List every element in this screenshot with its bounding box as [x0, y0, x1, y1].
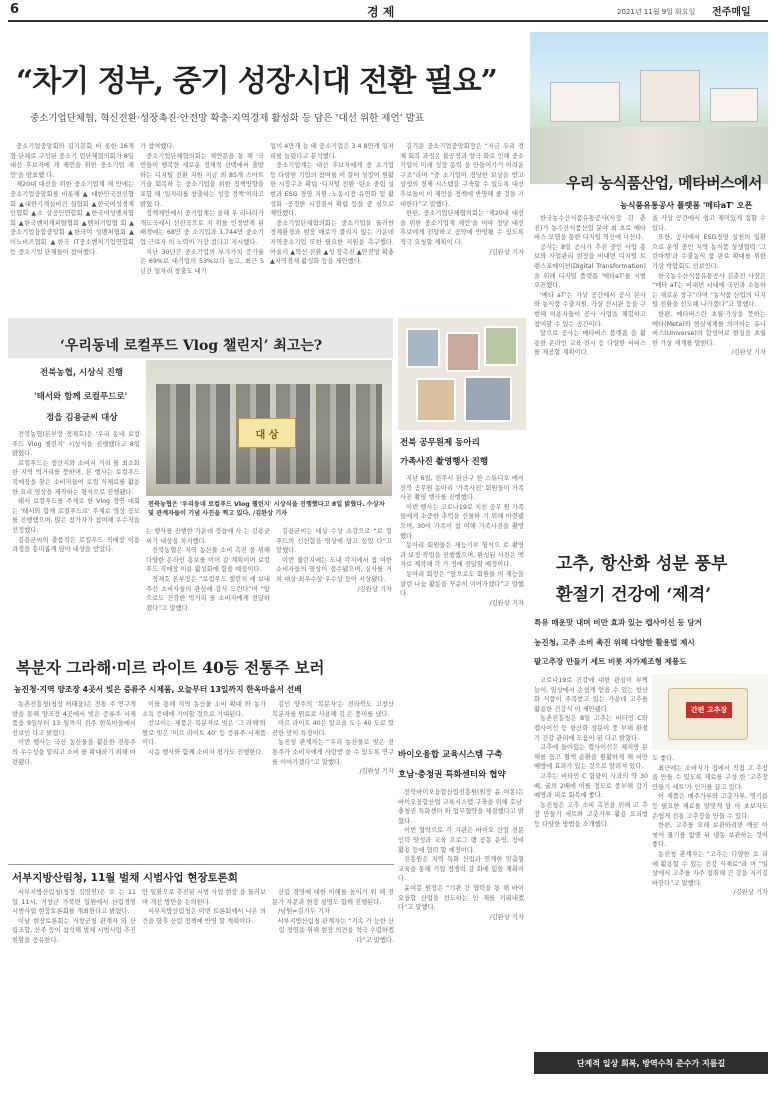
paragraph: 도 좋다. — [652, 755, 675, 762]
paragraph: 공사는 8일 공사가 추진 중인 사업 홍보와 사업관리 현장을 비대면 디지털 트랜스포메이션(Digital Transformation)을 위해 디지털 플랫폼 '메타aT'를 시범 오픈했다. — [534, 243, 646, 290]
vlog-award-photo — [146, 360, 392, 496]
paragraph: 정재호 본부장은 “로컬푸드 챌린지 에 보내주신 소비자들의 관심에 감사 드린다”며 “앞으로도 건강한 먹거리 를 소비자에게 전달하겠다”고 말했다. — [146, 575, 270, 612]
byline: 서부지방산림청 관계자는 “지속 가 능한 산림 경영을 위해 현장 의견을 적극 수렴하겠다”고 말했다. — [277, 917, 394, 944]
paragraph: 한편, 고추를 오래 보관하려면 깨끗 이 씻어 물기를 없앤 뒤 냉동 보관하는 것이 좋다. — [652, 822, 768, 849]
paragraph: 중소기업단체협의회는 제언문을 통 해 '국민들이 행복한 새로운 경제적 선택에서 출발하는 디지털 전환 지원 지금 외 85개 스마트 기술 회복하 는 중소기업을 위한 정책방향을 포함 해 '일자리를 창출하는 성장 정책'이라고 밝혔 다. — [140, 152, 264, 208]
paragraph: 이를 통해 지역 농산물 소비 확대 와 농가 소득 증대에 기여할 것으로 기대된다. — [142, 701, 266, 718]
bio-subheadline: 호남·충청권 특화센터와 협약 — [398, 770, 506, 780]
paragraph: 지난 6일, 전주시 완산구 한 스튜디오 에서 전북 공무원 동아리 '가족사진' 회원들이 가족사진 촬영 행사를 진행했다. — [400, 475, 524, 502]
lead-column-2 — [140, 142, 264, 316]
paragraph: 전북농협은 지역 농산물 소비 촉진 을 위해 다양한 온라인 홍보를 이어 갈 계획이며 로컬푸드 직매장 이용 활성화에 힘쓸 예정이다. — [146, 547, 270, 574]
paragraph: 로컬푸드는 생산지와 소비지 거리 를 최소화한 지역 먹거리를 뜻하며, 본 행사는 로컬푸드 직매장을 찾은 소비자들이 로컬 식재료를 활용한 요리 영상을 제작하는 형식으로 진행됐다. — [12, 459, 140, 496]
vlog-sub-1: 전북농협, 시상식 진행 — [40, 368, 124, 378]
section-divider — [8, 864, 394, 865]
paragraph: 을 가상 공간에서 쉽고 재미있게 접할 수 있다. — [652, 215, 766, 232]
page-number: 6 — [10, 2, 20, 17]
court-column-1 — [12, 888, 136, 1052]
paragraph: 코로나19로 건강에 대한 관심이 부쩍 늘어, 일상에서 손쉽게 얻을 수 있는 항산화 식품이 주목받고 있는 가운데 고추를 활용한 건강식 이 제안됐다. — [534, 677, 648, 713]
paragraph: 동아리 회장은 “앞으로도 회원들 의 재능을 살린 나눔 활동을 꾸준히 이어가겠다”고 말했다. — [400, 570, 524, 598]
byline: /김완상 기자 — [489, 913, 524, 921]
paragraph: 진흥원은 지역 특화 산업과 연계한 맞춤형 교육을 통해 기업 경쟁력 강 화에 힘쓸 계획이다. — [398, 856, 524, 883]
photo-frame — [484, 326, 518, 366]
section-label: 경 제 — [367, 5, 395, 19]
paragraph: 이번 행사는 코로나19로 지친 공무 원 가족들에게 소중한 추억을 선물하 기 위해 마련됐으며, 30여 가족이 참 여해 가족사진을 촬영했다. — [400, 503, 524, 540]
paragraph: 중소기업중앙회와 김기문회 비 롯한 16개 협·단체로 구성된 중소기 업단체협의회가 8일 대선 후보자에 게 제언을 위한 중소기업 제언'을 발표했 다. — [10, 143, 134, 179]
health-headline-line-1: 고추, 항산화 성분 풍부 — [556, 554, 728, 574]
photo-frame — [416, 378, 456, 422]
paragraph: 농진청 관계자는 “우리 농산물로 빚은 전통주가 소비자에게 사랑받 을 수 있도록 연구를 이어가겠다”고 말했다. — [272, 739, 394, 766]
kit-label-text: 간편 고추장 — [690, 706, 728, 714]
building-graphic — [710, 88, 758, 122]
metaverse-column-2 — [652, 214, 766, 514]
seed-headline: 복분자 그라해·미르 라이트 40등 전통주 보러 — [16, 658, 325, 677]
paragraph: 김용균씨는 대상 수상 소감으로 “로 컬푸드의 신선함을 영상에 담고 싶었 다”고 말했다. — [276, 528, 392, 555]
paragraph: 중소기업단체협의회는 중소기업을 둘러싼 경제환경과 현장 애로가 풀리지 않는 가운데 지역중소기업 또한 필요한 지원을 촉구했다. 아울러 ▲혁신 전환 ▲성 장촉진 ▲안전망 확충 ▲지역경제 활성화 등을 제안했다. — [270, 219, 394, 266]
paragraph: 농진청 관계자는 “고추는 다양한 요 리에 활용할 수 있는 건강 식재료”라 며 “일상에서 고추를 자주 섭취해 건 강을 지키길 바란다”고 말했다. — [652, 850, 768, 887]
byline: /김완상 기자 — [359, 768, 394, 776]
paper-name: 전주매일 — [712, 7, 751, 18]
vlog-sub-3: 정읍 김용균씨 대상 — [46, 413, 118, 423]
film-body — [400, 474, 524, 704]
health-column-2 — [652, 754, 768, 1048]
court-column-3 — [272, 888, 394, 1052]
lead-column-3 — [270, 142, 394, 316]
seed-subheadline: 농진청·지역 양조장 4곳서 빚은 증류주 시제품, 오늘부터 13일까지 한옥마을서 선배 — [14, 685, 302, 694]
lead-headline: “차기 정부, 중기 성장시대 전환 필요” — [16, 64, 497, 99]
paragraph: '메타 aT'는 가상 공간에서 공사 본사와 농식품 수출지원, 가상 전시관 등을 구현해 이용자들이 공사 사업을 체험하고 참여할 수 있는 공간이다. — [534, 291, 646, 328]
paragraph: 가 참여했다. — [140, 143, 175, 150]
film-headline: 전북 공무원제 동아리 — [400, 438, 480, 448]
campaign-banner — [534, 1052, 768, 1074]
health-sub-2: 농진청, 고추 소비 촉진 위해 다양한 활용법 제시 — [534, 638, 695, 647]
seed-column-2 — [142, 700, 266, 860]
paragraph: 선보이는 제품은 복분자로 빚은 '그 라해'와 쌀로 빚은 '미르 라이트 40' 등 증류주 시제품이다. — [142, 720, 266, 747]
paragraph: 이날 현장토론회는 거창군청 관계자 와 산림조합, 산주 등이 참석해 벌채 시범사업 추진 현황을 공유한다. — [12, 917, 136, 944]
paragraph: 안 일환으로 추진된 시범 사업 현장 을 둘러보며 개선 방안을 논의한다. — [142, 889, 266, 906]
health-headline-line-2: 환절기 건강에 ‘제격’ — [556, 585, 712, 605]
kit-label — [686, 702, 732, 718]
vlog-headline: ‘우리동네 로컬푸드 Vlog 챌린지’ 최고는? — [60, 338, 323, 354]
building-graphic — [550, 82, 620, 122]
paragraph: 업이 4만개 늘 때 중소기업은 3 4 8만개 일자리를 늘렸다고 분석했다. — [270, 143, 394, 160]
paragraph: 한편, 메타버스란 초월·가상을 뜻하는 메타(Meta)와 현실세계를 의미하는 유니버스(Universe)의 합성어로 현실을 초월한 가상 세계를 말한다. — [652, 310, 766, 347]
metaverse-headline: 우리 농식품산업, 메타버스에서 — [566, 174, 763, 192]
paragraph: 최근에는 소비자가 집에서 직접 고 추장을 만들 수 있도록 재료를 구성 한 '고추장 만들기 세트'가 인기를 끌고 있다. — [652, 764, 768, 791]
metaverse-column-1 — [534, 214, 646, 514]
paragraph: 중소기업계는 대선 후보자에게 중 소기업 등 다양한 기업의 참여를 이 끌어 성장이 원활한 시장구조 확립 ·디지털 전환 ·탄소 중립 실현과 ESG 경영 지원 ·노동시장 유연화 및 활성화 ·공정한 시장질서 확립 등을 중 심으로 제안했다. — [270, 162, 394, 218]
award-board — [238, 418, 296, 448]
paragraph: 고추에 들어있는 캡사이신은 체지방 분해를 돕고 혈액 순환을 원활하게 해 비만 예방에 효과가 있는 것으로 알려져 있다. — [534, 744, 648, 771]
film-subheadline: 가족사진 촬영행사 진행 — [400, 457, 489, 467]
paragraph: 한국농수산식품유통공사 김춘진 사장은 “메타 aT는 비대면 시대에 국민과 소통하는 새로운 창구”라며 “농식품 산업의 디지털 전환을 선도해 나가겠다”고 말했다. — [652, 272, 766, 309]
byline: /김완상 기자 — [733, 889, 768, 897]
paragraph: 지난 30년간 중소기업의 부가가치 증가율은 69%로 대기업의 53%보다 높고, 최근 5년간 일자리 창출도 대기 — [140, 248, 264, 275]
paragraph: 농진청은 고추 소비 촉진을 위해 고 추장 만들기 세트와 고춧가루 활용 요리법 등 다양한 방법을 소개했다. — [534, 801, 648, 828]
issue-date: 2021년 11월 9일 화요일 — [617, 8, 696, 16]
gochujang-kit-photo — [652, 674, 768, 750]
paragraph: 제20대 대선을 위한 중소기업계 제 안에는 중소기업중앙회를 비롯해 ▲ 대한민국전신협회 ▲대한기계설비건 설협회 ▲한국여성경제인협회 ▲소 상공인연합회 ▲한국여성벤처협회 ▲한국벤처캐피탈협회 ▲벤처기업협 회 ▲중소기업융합중앙회 ▲한국여 성벤처협회 ▲이노비즈협회 ▲한국 IT중소벤처기업연합회 등 중소기업 단체들이 참여했다. — [10, 181, 134, 256]
paragraph: 이 제품은 메주가루와 고춧가루, 엿기름 등 필요한 재료를 알맞게 담 아 초보자도 손쉽게 전통 고추장을 만들 수 있다. — [652, 793, 768, 820]
paragraph: 전북바이오융합산업진흥원(원장 윤 여봉)은 바이오융합산업 교육시스템 구축을 위해 호남·충청권 특화센터 와 업무협약을 체결했다고 밝혔다. — [398, 789, 524, 825]
metaverse-subheadline: 농식품유통공사 플랫폼 '메타aT' 오픈 — [620, 201, 753, 210]
paragraph: 동아리 회원들은 재능기부 형식으 로 촬영과 보정 작업을 진행했으며, 완성된 사진은 액자로 제작해 각 가 정에 전달할 예정이다. — [400, 542, 524, 569]
health-column-1 — [534, 676, 648, 1048]
byline: /김완상 기자 — [489, 599, 524, 607]
paragraph: 김인 양주의 '복분자'는 전라북도 고창산 복분자를 원료로 사용해 깊 은 풍미를 냈다. — [272, 701, 394, 718]
byline: /김완상 기자 — [731, 349, 766, 357]
paragraph: 한국농수산식품유통공사(사장 김 춘진)가 농수산식품산업 분야 최 초로 메타버스 모델을 통한 디지털 혁신에 나선다. — [534, 215, 646, 242]
vlog-column-3 — [276, 527, 392, 645]
paragraph: 산림 경영에 대한 이해를 높이기 위 해 전문가 자문과 현장 설명도 함께 진행된다. — [272, 889, 394, 906]
byline: /김완상 기자 — [357, 585, 392, 593]
paragraph: /남원=김기두 기자 — [278, 908, 330, 916]
paragraph: 고추는 비타민 C 함량이 사과의 약 30배, 귤의 2배에 이를 정도로 풍부해 감기 예방과 피로 회복에 좋다. — [534, 772, 648, 800]
photo-frame — [406, 328, 440, 368]
paragraph: 이번 행사는 국산 농산물을 활용한 전통주의 우수성을 알리고 소비 를 확대하기 위해 마련됐다. — [12, 739, 136, 766]
paragraph: 서부지방산림청(청장 김영헌)은 오 는 11일 11시, 거창군 가북면 일원에서 산림경영 시범사업 현장토론회를 개최한다고 밝혔다. — [12, 889, 136, 916]
building-graphic — [640, 70, 700, 122]
paragraph: 농촌진흥청(청장 허태웅)은 전통 주 연구개발을 통해 양조장 4곳에서 빚은 증류주 시제품을 9일부터 13 일까지 전주 한옥마을에서 선보인 다고 밝혔다. — [12, 701, 136, 737]
paragraph: 태서 로컬푸드를 주제로 한 Vlog 경연 대회는 '태서와 함께 로컬푸드로' 주제로 영상 공모를 진행했으며, 많은 참가자가 참여해 우수작을 선정했다. — [12, 498, 140, 534]
paragraph: 한편, 중소기업단체협의회는 '제20대 대선을 위한 중소기업계 제언'을 여야 정당 대선 후보에게 전달하고 공약에 반영될 수 있도록 적극 요청할 계획이 다. — [400, 210, 524, 246]
paragraph: 또한, 공사에서 ESG경영 실천의 일환으로 운영 중인 지역 농식품 상생협력 '그린마켓'과 수출농식 품 판로 확대를 위한 가상 박람회도 선보인다. — [652, 234, 766, 270]
court-headline: 서부지방산림청, 11월 벌채 시범사업 현장토론회 — [12, 872, 238, 884]
lead-column-1 — [10, 142, 134, 316]
bio-headline: 바이오융합 교육시스템 구축 — [398, 750, 503, 760]
paragraph: 전북농협(본부장 정재호)은 ‘우리 동네 로컬푸드 Vlog 챌린지’ 시상식을 진행했다고 8일 밝혔다. — [12, 431, 140, 458]
health-sub-1: 특유 매운맛 내며 비만 효과 있는 캡사이신 등 담겨 — [534, 618, 702, 627]
paragraph: 는 행사를 진행한 가운데 정읍에 사 는 김용균씨가 대상을 차지했다. — [146, 528, 270, 545]
paragraph: 정책제안에서 중기업계는 올해 우 리나라가 개도국에서 선진국으로 지 위를 인정받게 된 배경에는 68만 중 소기업과 1,744만 중소기업 근로자 의 노력이 가장 컸다고 지시했다. — [140, 210, 264, 246]
lead-column-4 — [400, 142, 524, 316]
paragraph: 김기문 중소기업중앙회장은 “지금 우리 경제 회복 과정은 불공정과 양극 화로 인해 중소기업이 미래 성장 동력 을 만들어가기 어려운 구조”라며 “중 소기업이 정당한 보상을 받고 상생의 경제 시스템을 구축할 수 있도록 대선 후보들이 이 제언을 정책에 반영해 줄 것을 기대한다”고 말했다. — [400, 143, 524, 208]
paragraph: 이번 협약으로 각 기관은 바이오 산업 전문인력 양성과 교육 프로그 램 공동 운영, 장비 활용 등에 협력 할 예정이다. — [398, 827, 524, 854]
vlog-column-2 — [146, 527, 270, 645]
photo-frame — [464, 376, 512, 422]
award-board-text: 대 상 — [255, 429, 279, 441]
paragraph: 서부지방산림청은 이번 토론회에서 나온 의견을 향후 산림 정책에 반영 할 계획이다. — [142, 908, 266, 925]
paragraph: 미르 라이트 40은 알코올 도수 40 도로 깔끔한 맛이 특징이다. — [272, 720, 394, 737]
vlog-sub-2: '태서와 함께 로컬푸드로' — [34, 392, 128, 402]
photo-frame — [446, 332, 480, 372]
family-photo-event-image — [398, 318, 526, 430]
paragraph: 앞으로 공사는 메타버스 플랫폼 을 활용한 온라인 교육·전시 등 다양한 서비스를 제공할 계획이다. — [534, 330, 646, 357]
vlog-photo-caption: 전북농협은 '우리동네 로컬푸드 Vlog 챌린지' 시상식을 진행했다고 8일 밝혔다. 수상자 및 관계자들이 기념 사진을 찍고 있다. /김완상 기자 — [148, 501, 385, 517]
paragraph: 윤여봉 원장은 “기관 간 협력을 통 해 바이오융합 산업을 선도하는 인 재를 키워내겠다”고 말했다. — [398, 884, 524, 912]
seed-column-1 — [12, 700, 136, 860]
lead-subheadline: 중소기업단체협, 혁신전환·성장촉진·안전망 확충·지역경제 활성화 등 담은 ‘대선 위한 제언’ 발표 — [30, 113, 425, 124]
seed-column-3 — [272, 700, 394, 860]
masthead-rule — [8, 20, 768, 22]
campaign-banner-text: 단계적 일상 회복, 방역수칙 준수가 지름길 — [576, 1058, 726, 1068]
vlog-column-1 — [12, 430, 140, 645]
paragraph: 농촌진흥청은 8일 고추는 비타민 C와 캡사이신 등 항산화 성분이 풍 부해 환절기 건강 관리에 도움이 된 다고 밝혔다. — [534, 715, 648, 742]
paragraph: 김용균씨의 출품작은 로컬푸드 직매장 이용 과정을 흥미롭게 담아 대상을 받았다. — [12, 536, 140, 554]
paragraph: 이번 챌린지에는 도내 각지에서 참 여한 소비자들의 영상이 접수됐으며, 심사를 거쳐 대상·최우수상·우수상 등이 시상됐다. — [276, 556, 392, 583]
court-column-2 — [142, 888, 266, 1052]
metaverse-platform-photo — [530, 32, 768, 184]
bio-body — [398, 788, 524, 1058]
health-sub-3: 팔고추장 만들기 세트 비롯 자가제조형 제품도 — [534, 657, 687, 666]
byline: /김완상 기자 — [489, 248, 524, 256]
paragraph: 시음 행사와 함께 소비자 평가도 진행한다. — [148, 748, 264, 756]
